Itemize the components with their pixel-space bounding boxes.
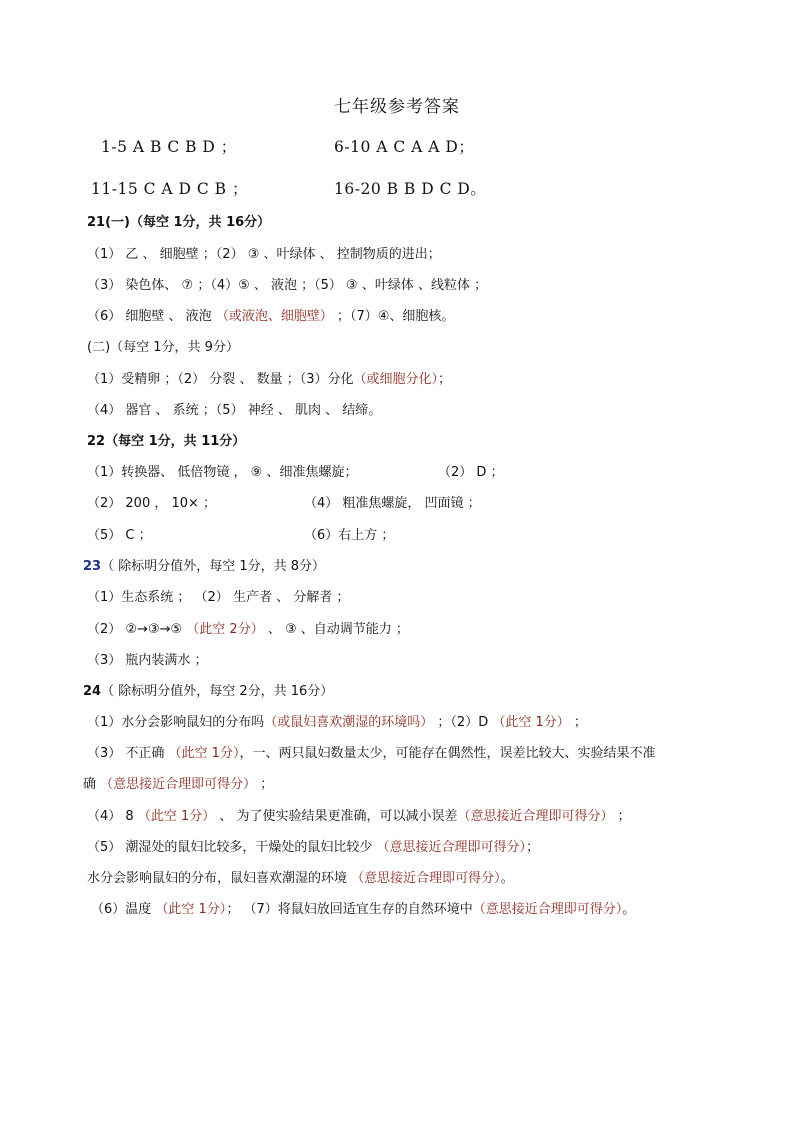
q22-heading-text: （每空 1分，共 11分） bbox=[105, 434, 246, 449]
q21-line-2: （3） 染色体、 ⑦ ；（4）⑤ 、 液泡 ；（5） ③ 、叶绿体 、线粒体 ； bbox=[87, 278, 488, 293]
q23-line-2-tail: 、 ③ 、自动调节能力 ； bbox=[263, 622, 409, 637]
q24-line-6-text: 水分会影响鼠妇的分布，鼠妇喜欢潮湿的环境 bbox=[87, 871, 352, 886]
q23-line-2 bbox=[87, 621, 409, 639]
q24-line-7-note-2: （意思接近合理即可得分） bbox=[472, 902, 623, 917]
mc-answers-6-10: 6-10 A C A A D； bbox=[334, 138, 475, 156]
q21-line-3 bbox=[87, 308, 454, 326]
q24-line-1-text: （1）水分会影响鼠妇的分布吗 bbox=[87, 715, 265, 730]
q21-heading bbox=[87, 214, 270, 232]
q24-line-3-note: （意思接近合理即可得分） bbox=[100, 777, 257, 792]
q24-line-4-note-2: （意思接近合理即可得分） bbox=[457, 809, 614, 824]
q22-line-1a: （1）转换器、 低倍物镜 ， ⑨ 、细准焦螺旋； bbox=[87, 465, 358, 480]
q24-line-5 bbox=[87, 839, 539, 857]
q24-line-4-mid: 、 为了使实验结果更准确，可以减小误差 bbox=[215, 809, 458, 824]
q24-line-7-text: （6）温度 bbox=[91, 902, 156, 917]
q24-line-4 bbox=[87, 808, 631, 826]
q23-line-1: （1）生态系统 ； （2） 生产者 、 分解者 ； bbox=[87, 590, 350, 605]
q22-number: 22 bbox=[87, 434, 106, 449]
q24-line-2-text: （3） 不正确 bbox=[87, 746, 169, 761]
q21-line-5: （4） 器官 、 系统 ；（5） 神经 、 肌肉 、 结缔。 bbox=[87, 403, 382, 418]
q21-line-3-note: （或液泡、细胞壁） bbox=[215, 309, 333, 324]
q23-line-2-text: （2） ②→③→⑤ bbox=[87, 622, 187, 637]
q23-line-2-note: （此空 2分） bbox=[186, 622, 264, 637]
q22-line-1b: （2） D ； bbox=[438, 465, 504, 480]
q24-line-5-note: （意思接近合理即可得分） bbox=[376, 840, 527, 855]
q24-line-1 bbox=[87, 714, 587, 732]
q24-line-1-note: （或鼠妇喜欢潮湿的环境吗） bbox=[264, 715, 434, 730]
q21-number: 21 bbox=[87, 215, 106, 230]
q23-heading-text: （ 除标明分值外，每空 1分，共 8分） bbox=[101, 559, 326, 574]
q24-line-3 bbox=[83, 776, 273, 794]
q24-line-4-note: （此空 1分） bbox=[137, 809, 216, 824]
q21-part2-heading: (二)（每空 1分，共 9分） bbox=[87, 340, 239, 355]
q23-heading bbox=[83, 558, 325, 576]
q24-line-6 bbox=[87, 870, 514, 888]
q24-line-4-text: （4） 8 bbox=[87, 809, 138, 824]
q24-line-2 bbox=[87, 745, 655, 763]
q24-line-7-tail: 。 bbox=[622, 902, 636, 917]
q24-line-6-tail: 。 bbox=[500, 871, 514, 886]
q24-heading-text: （ 除标明分值外，每空 2分，共 16分） bbox=[101, 684, 334, 699]
q21-line-3-text: （6） 细胞壁 、 液泡 bbox=[87, 309, 216, 324]
q24-line-2-tail: ，一、两只鼠妇数量太少，可能存在偶然性，误差比较大、实验结果不准 bbox=[239, 746, 656, 761]
q24-heading bbox=[83, 683, 333, 701]
q21-line-3-tail: ；（7）④、细胞核。 bbox=[332, 309, 455, 324]
q24-line-5-tail: ； bbox=[526, 840, 540, 855]
q22-line-3a: （5） C ； bbox=[87, 528, 152, 543]
q22-line-3b: （6）右上方 ； bbox=[304, 528, 395, 543]
q22-line-2b: （4） 粗准焦螺旋， 凹面镜 ； bbox=[304, 496, 481, 511]
page-title: 七年级参考答案 bbox=[334, 97, 460, 117]
q22-line-2a: （2） 200 ， 10× ； bbox=[87, 496, 217, 511]
q24-line-7 bbox=[91, 901, 635, 919]
mc-answers-1-5: 1-5 A B C B D ； bbox=[101, 138, 237, 156]
q23-line-3: （3） 瓶内装满水 ； bbox=[87, 653, 208, 668]
q24-line-5-text: （5） 潮湿处的鼠妇比较多，干燥处的鼠妇比较少 bbox=[87, 840, 377, 855]
q24-line-7-mid: ； （7）将鼠妇放回适宜生存的自然环境中 bbox=[226, 902, 473, 917]
q24-line-1-note-2: （此空 1分） bbox=[492, 715, 570, 730]
q21-line-4-note: （或细胞分化） bbox=[353, 372, 438, 387]
q24-line-3-tail: ； bbox=[256, 777, 274, 792]
q24-line-1-tail: ； bbox=[569, 715, 587, 730]
q21-line-1: （1） 乙 、 细胞壁 ；（2） ③ 、叶绿体 、 控制物质的进出； bbox=[87, 247, 441, 262]
q21-heading-text: (一)（每空 1分，共 16分） bbox=[105, 215, 271, 230]
q24-line-1-mid: ；（2）D bbox=[433, 715, 493, 730]
q24-line-7-note: （此空 1分） bbox=[155, 902, 227, 917]
q24-number: 24 bbox=[83, 684, 102, 699]
mc-answers-11-15: 11-15 C A D C B ； bbox=[91, 180, 248, 198]
q23-number: 23 bbox=[83, 559, 102, 574]
q24-line-4-tail: ； bbox=[613, 809, 631, 824]
q21-line-4-text: （1）受精卵 ；（2） 分裂 、 数量 ；（3）分化 bbox=[87, 372, 354, 387]
mc-answers-16-20: 16-20 B B D C D。 bbox=[334, 180, 487, 198]
q22-heading bbox=[87, 433, 245, 451]
q24-line-6-note: （意思接近合理即可得分） bbox=[351, 871, 501, 886]
q21-line-4 bbox=[87, 371, 451, 389]
q24-line-3-text: 确 bbox=[83, 777, 101, 792]
q24-line-2-note: （此空 1分） bbox=[168, 746, 240, 761]
q21-line-4-tail: ； bbox=[438, 372, 452, 387]
